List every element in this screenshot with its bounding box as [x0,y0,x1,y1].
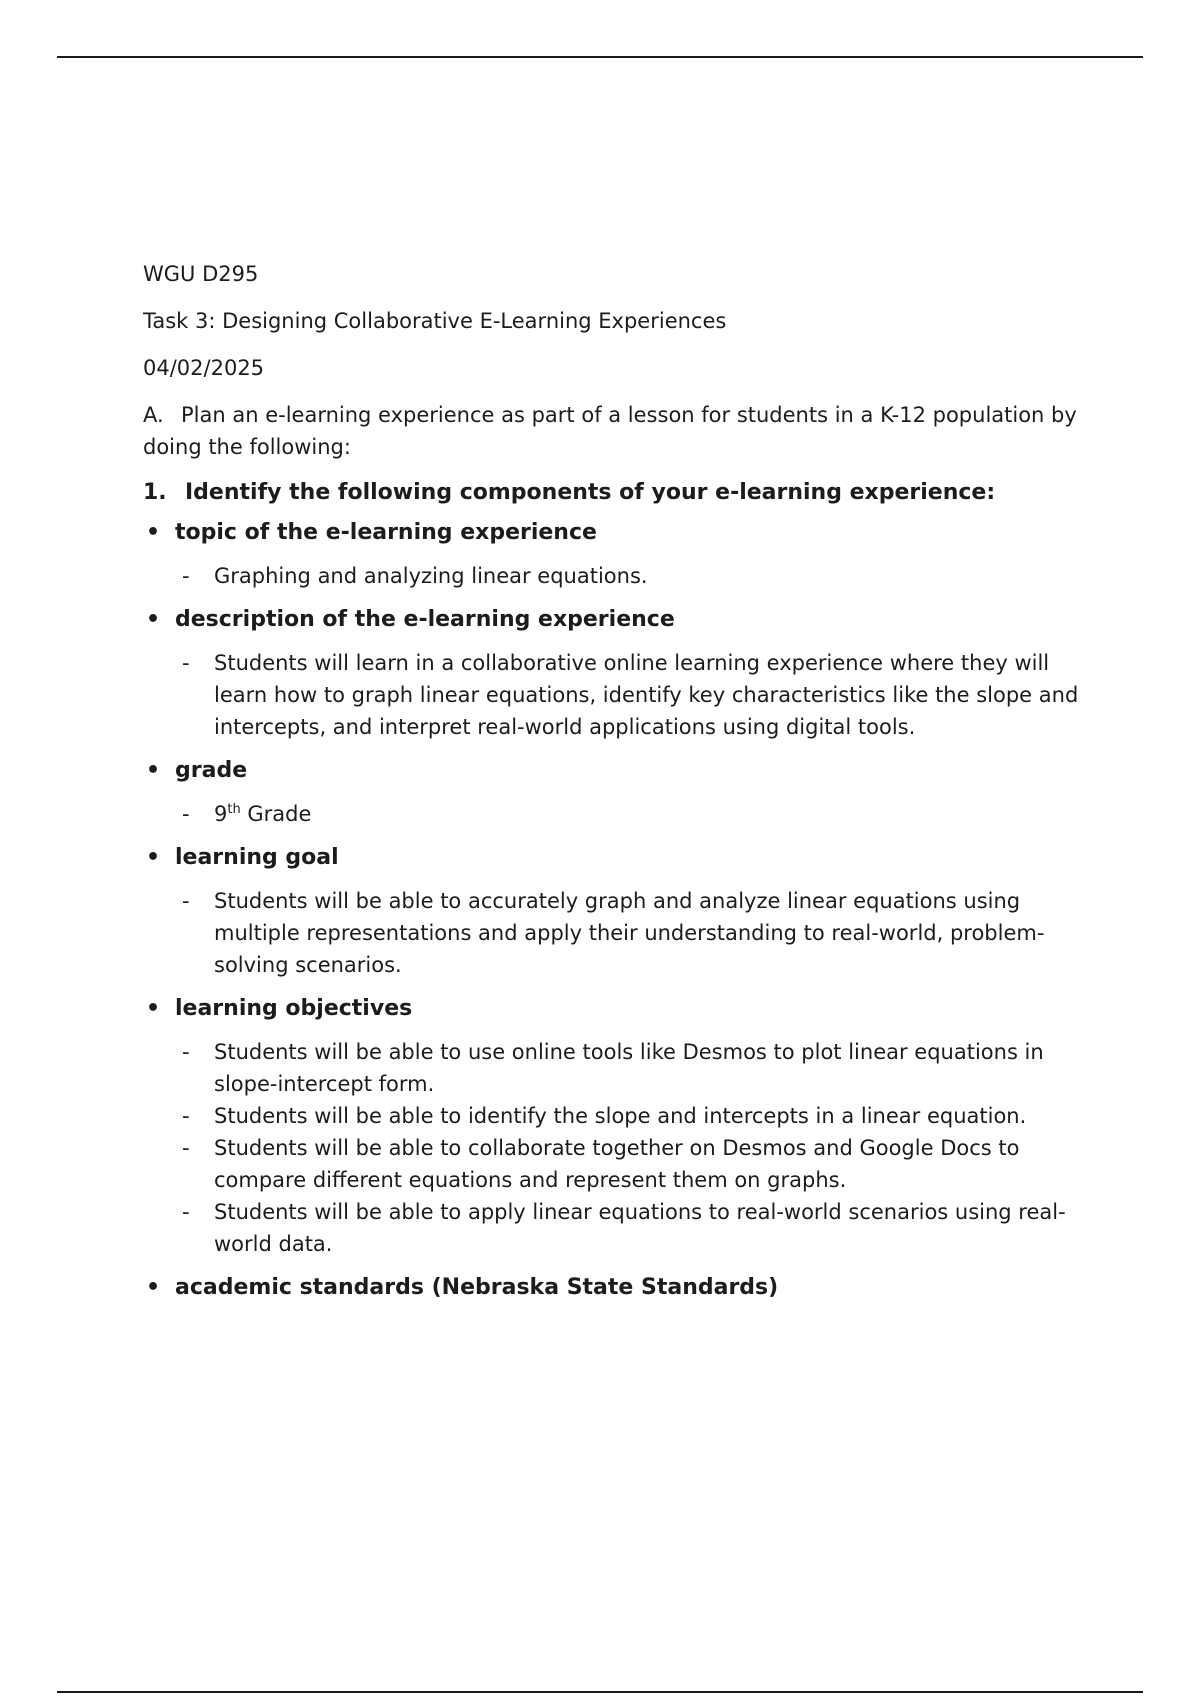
section-title-grade: grade [175,758,248,783]
dash-icon: - [182,802,190,826]
list-item: - Students will learn in a collaborative online learning experience where they will learn how to graph linear equations, identify key characteristics like the slope and intercepts, and interpret real-world applications using digital tools. [143,647,1103,743]
dash-icon: - [182,889,190,913]
section-topic [143,517,1103,592]
section-title-description: description of the e-learning experience [175,607,675,632]
intro-paragraph [143,399,1103,463]
bullet-icon: • [146,758,161,783]
dash-icon: - [182,651,190,675]
list-item: - Students will be able to collaborate together on Desmos and Google Docs to compare different equations and represent them on graphs. [143,1132,1103,1196]
dash-icon: - [182,1104,190,1128]
section-learning-goal [143,842,1103,981]
section-title-objectives: learning objectives [175,996,413,1021]
section-title-standards: academic standards (Nebraska State Standards) [175,1275,779,1300]
section-grade [143,755,1103,830]
heading-number: 1. [143,480,167,505]
list-item [143,798,1103,830]
task-title: Task 3: Designing Collaborative E-Learning Experiences [143,309,727,333]
heading-text: Identify the following components of your e-learning experience: [185,480,996,505]
bullet-icon: • [146,520,161,545]
list-item: - Students will be able to use online tools like Desmos to plot linear equations in slope-intercept form. [143,1036,1103,1100]
grade-word: Grade [240,802,312,826]
section-title-goal: learning goal [175,845,339,870]
intro-letter: A. [143,403,164,427]
document-date: 04/02/2025 [143,356,265,380]
list-item: - Students will be able to accurately graph and analyze linear equations using multiple representations and apply their understanding to real-world, problem-solving scenarios. [143,885,1103,981]
grade-ordinal: th [227,802,241,817]
dash-icon: - [182,564,190,588]
list-item: - Students will be able to identify the slope and intercepts in a linear equation. [143,1100,1103,1132]
numbered-heading [143,477,1103,509]
top-rule [57,56,1143,58]
dash-icon: - [182,1040,190,1064]
bullet-icon: • [146,996,161,1021]
bottom-rule [57,1691,1143,1693]
section-description [143,604,1103,743]
section-academic-standards [143,1272,1103,1304]
bullet-icon: • [146,607,161,632]
section-title-topic: topic of the e-learning experience [175,520,597,545]
grade-number: 9 [214,802,228,826]
intro-text: Plan an e-learning experience as part of a lesson for students in a K-12 population by doing the following: [143,403,1077,459]
dash-icon: - [182,1200,190,1224]
section-learning-objectives [143,993,1103,1260]
component-list [143,517,1103,1304]
dash-icon: - [182,1136,190,1160]
list-item: - Graphing and analyzing linear equations. [143,560,1103,592]
bullet-icon: • [146,1275,161,1300]
course-code: WGU D295 [143,262,259,286]
bullet-icon: • [146,845,161,870]
list-item: - Students will be able to apply linear equations to real-world scenarios using real-world data. [143,1196,1103,1260]
document-body [143,258,1103,1315]
